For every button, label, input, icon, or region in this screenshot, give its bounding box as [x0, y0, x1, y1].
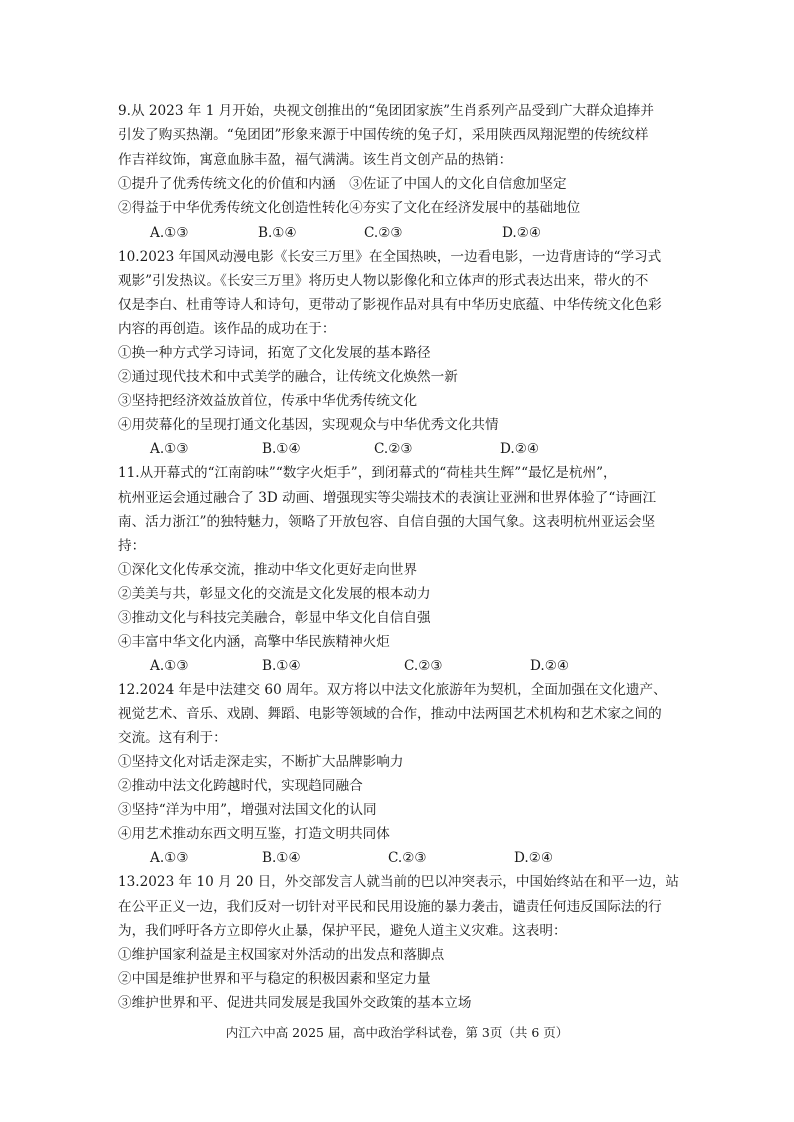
- option-b: B.①④: [262, 658, 301, 674]
- q10-stem-line: 10.2023 年国风动漫电影《长安三万里》在全国热映，一边看电影，一边背唐诗的“学习式: [118, 249, 662, 265]
- q13-stem-line: 在公平正义一边，我们反对一切针对平民和民用设施的暴力袭击，谴责任何违反国际法的行: [118, 899, 662, 915]
- option-d: D.②④: [502, 225, 542, 241]
- option-b: B.①④: [262, 441, 301, 457]
- q10-item: ④用荧幕化的呈现打通文化基因，实现观众与中华优秀文化共情: [118, 417, 499, 433]
- q12-stem-line: 交流。这有利于：: [118, 730, 227, 746]
- option-d: D.②④: [500, 441, 540, 457]
- q9-stem-line: 引发了购买热潮。“兔团团”形象来源于中国传统的兔子灯，采用陕西凤翔泥塑的传统纹样: [118, 127, 649, 143]
- option-c: C.②③: [388, 850, 427, 866]
- q11-item: ②美美与共，彰显文化的交流是文化发展的根本动力: [118, 586, 431, 602]
- option-b: B.①④: [262, 850, 301, 866]
- q11-stem-line: 南、活力浙江”的独特魅力，领略了开放包容、自信自强的大国气象。这表明杭州亚运会坚: [118, 514, 656, 530]
- option-c: C.②③: [364, 225, 403, 241]
- q13-item: ①维护国家利益是主权国家对外活动的出发点和落脚点: [118, 947, 445, 963]
- option-a: A.①③: [150, 441, 189, 457]
- q10-item: ①换一种方式学习诗词，拓宽了文化发展的基本路径: [118, 345, 431, 361]
- q10-stem-line: 观影”引发热议。《长安三万里》将历史人物以影像化和立体声的形式表达出来，带火的不: [118, 273, 649, 289]
- option-c: C.②③: [404, 658, 443, 674]
- option-d: D.②④: [530, 658, 570, 674]
- q12-stem-line: 视觉艺术、音乐、戏剧、舞蹈、电影等领域的合作，推动中法两国艺术机构和艺术家之间的: [118, 706, 662, 722]
- option-a: A.①③: [150, 658, 189, 674]
- q10-stem-line: 内容的再创造。该作品的成功在于：: [118, 321, 336, 337]
- q11-item: ③推动文化与科技完美融合，彰显中华文化自信自强: [118, 610, 431, 626]
- q12-item: ②推动中法文化跨越时代，实现趋同融合: [118, 778, 363, 794]
- option-c: C.②③: [374, 441, 413, 457]
- q11-item: ④丰富中华文化内涵，高擎中华民族精神火炬: [118, 634, 390, 650]
- q11-stem-line: 杭州亚运会通过融合了 3D 动画、增强现实等尖端技术的表演让亚洲和世界体验了“诗画江: [118, 490, 657, 506]
- option-b: B.①④: [258, 225, 297, 241]
- q9-item: ①提升了优秀传统文化的价值和内涵 ③佐证了中国人的文化自信愈加坚定: [118, 176, 567, 192]
- q10-item: ②通过现代技术和中式美学的融合，让传统文化焕然一新: [118, 369, 458, 385]
- q9-stem-line: 9.从 2023 年 1 月开始，央视文创推出的“兔团团家族”生肖系列产品受到广大群众追捧并: [118, 103, 654, 119]
- q11-item: ①深化文化传承交流，推动中华文化更好走向世界: [118, 562, 418, 578]
- q12-item: ①坚持文化对话走深走实，不断扩大品牌影响力: [118, 754, 404, 770]
- option-d: D.②④: [514, 850, 554, 866]
- q11-stem-line: 11.从开幕式的“江南韵味”“数字火炬手”，到闭幕式的“荷桂共生辉”“最忆是杭州”，: [118, 465, 617, 481]
- page-footer: 内江六中高 2025 届，高中政治学科试卷，第 3页（共 6 页）: [225, 1025, 569, 1040]
- option-a: A.①③: [150, 850, 189, 866]
- q12-item: ③坚持“洋为中用”，增强对法国文化的认同: [118, 802, 377, 818]
- q13-item: ③维护世界和平、促进共同发展是我国外交政策的基本立场: [118, 995, 472, 1011]
- q11-stem-line: 持：: [118, 538, 146, 554]
- q12-item: ④用艺术推动东西文明互鉴，打造文明共同体: [118, 826, 390, 842]
- option-a: A.①③: [150, 225, 189, 241]
- q13-stem-line: 13.2023 年 10 月 20 日，外交部发言人就当前的巴以冲突表示，中国始终站在和平一边，站: [118, 874, 680, 890]
- q12-stem-line: 12.2024 年是中法建交 60 周年。双方将以中法文化旅游年为契机，全面加强在文化遗产、: [118, 682, 667, 698]
- q9-stem-line: 作吉祥纹饰，寓意血脉丰盈，福气满满。该生肖文创产品的热销：: [118, 152, 513, 168]
- q9-item: ②得益于中华优秀传统文化创造性转化④夯实了文化在经济发展中的基础地位: [118, 200, 581, 216]
- q10-item: ③坚持把经济效益放首位，传承中华优秀传统文化: [118, 393, 418, 409]
- q10-stem-line: 仅是李白、杜甫等诗人和诗句，更带动了影视作品对具有中华历史底蕴、中华传统文化色彩: [118, 297, 662, 313]
- q13-item: ②中国是维护世界和平与稳定的积极因素和坚定力量: [118, 971, 431, 987]
- q13-stem-line: 为，我们呼吁各方立即停火止暴，保护平民，避免人道主义灾难。这表明：: [118, 923, 567, 939]
